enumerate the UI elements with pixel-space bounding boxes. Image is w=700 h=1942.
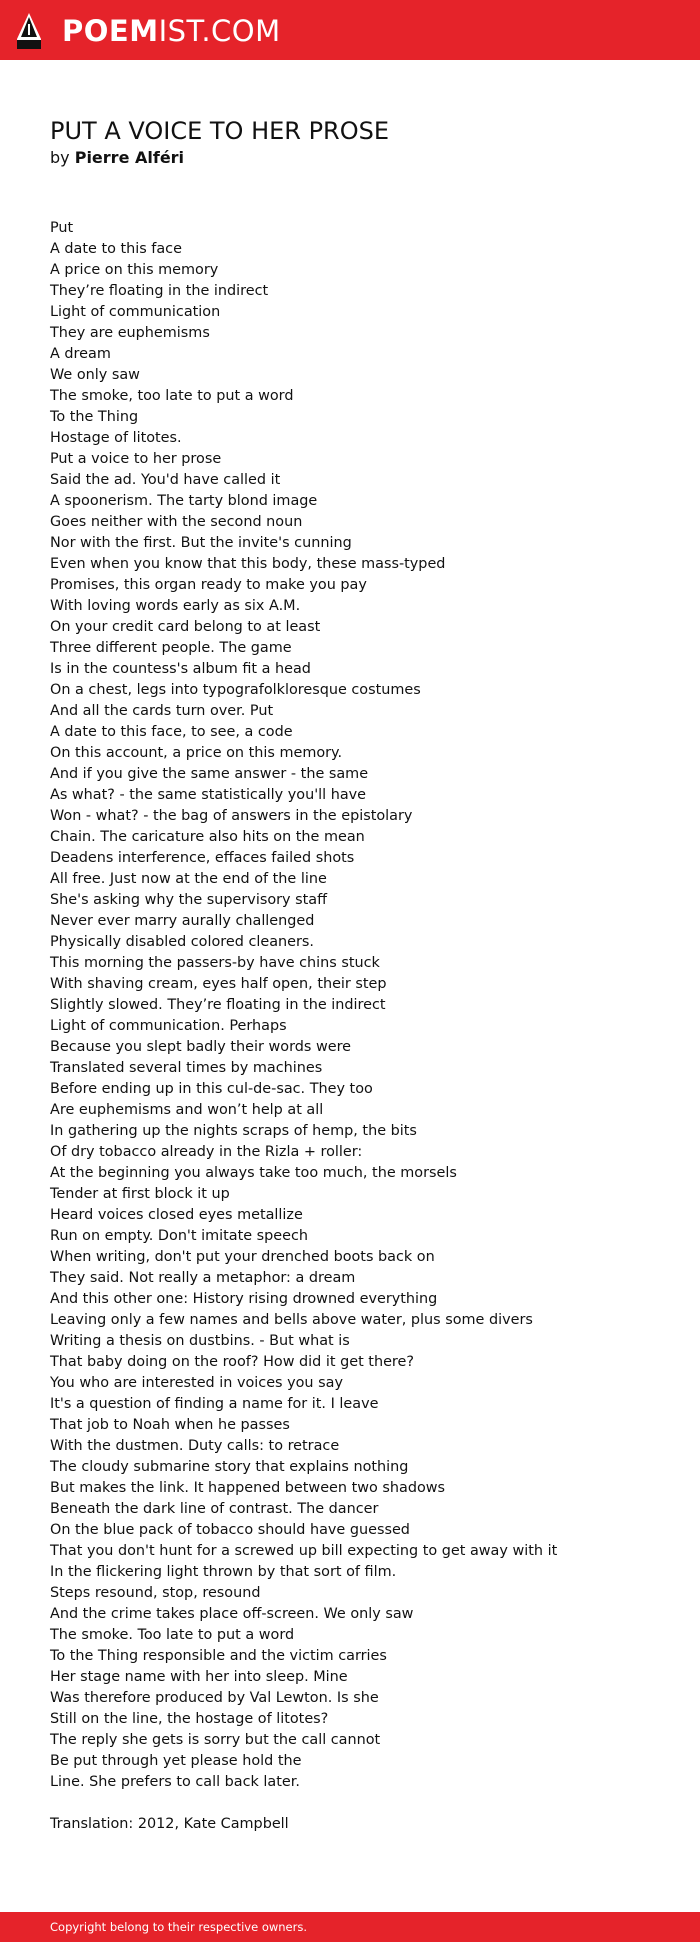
copyright-notice: Copyright belong to their respective owners. bbox=[50, 1920, 308, 1934]
poem-line: Run on empty. Don't imitate speech bbox=[50, 1228, 309, 1244]
poem-line: The cloudy submarine story that explains nothing bbox=[50, 1459, 409, 1475]
poem-line: Slightly slowed. They’re floating in the indirect bbox=[50, 997, 386, 1013]
poem-line: Still on the line, the hostage of litotes? bbox=[50, 1711, 329, 1727]
poem-line: That baby doing on the roof? How did it get there? bbox=[50, 1354, 415, 1370]
poem-line: Promises, this organ ready to make you pay bbox=[50, 577, 367, 593]
poem-line: When writing, don't put your drenched boots back on bbox=[50, 1249, 435, 1265]
poem-byline bbox=[50, 147, 184, 169]
poem-line: With the dustmen. Duty calls: to retrace bbox=[50, 1438, 340, 1454]
poem-line: She's asking why the supervisory staff bbox=[50, 892, 328, 908]
poem-line: Light of communication bbox=[50, 304, 221, 320]
poem-line: A dream bbox=[50, 346, 111, 362]
poem-line: With loving words early as six A.M. bbox=[50, 598, 301, 614]
poem-line: A price on this memory bbox=[50, 262, 219, 278]
site-logo-text bbox=[62, 14, 281, 48]
poem-line: To the Thing responsible and the victim carries bbox=[50, 1648, 387, 1664]
poem-line: Is in the countess's album fit a head bbox=[50, 661, 311, 677]
poem-line: Said the ad. You'd have called it bbox=[50, 472, 281, 488]
poem-line: They’re floating in the indirect bbox=[50, 283, 269, 299]
poem-line: The smoke, too late to put a word bbox=[50, 388, 294, 404]
poem-line: They said. Not really a metaphor: a dream bbox=[50, 1270, 356, 1286]
poem-line: Beneath the dark line of contrast. The dancer bbox=[50, 1501, 379, 1517]
poem-line: Was therefore produced by Val Lewton. Is she bbox=[50, 1690, 379, 1706]
poem-line: Writing a thesis on dustbins. - But what is bbox=[50, 1333, 350, 1349]
poem-line: It's a question of finding a name for it. I leave bbox=[50, 1396, 379, 1412]
site-footer bbox=[0, 1912, 700, 1942]
logo-strong-text: POEM bbox=[62, 14, 159, 48]
poem-line: That you don't hunt for a screwed up bill expecting to get away with it bbox=[50, 1543, 558, 1559]
poem-line: Even when you know that this body, these mass-typed bbox=[50, 556, 446, 572]
poem-line: Be put through yet please hold the bbox=[50, 1753, 302, 1769]
poem-line: Nor with the first. But the invite's cunning bbox=[50, 535, 352, 551]
translation-credit: Translation: 2012, Kate Campbell bbox=[50, 1816, 289, 1832]
poem-line: As what? - the same statistically you'll have bbox=[50, 787, 367, 803]
poem-line: On a chest, legs into typografolkloresque costumes bbox=[50, 682, 421, 698]
byline-prefix: by bbox=[50, 148, 70, 167]
poem-line: Physically disabled colored cleaners. bbox=[50, 934, 314, 950]
poem-line: On the blue pack of tobacco should have guessed bbox=[50, 1522, 410, 1538]
poem-line: Put a voice to her prose bbox=[50, 451, 222, 467]
poem-line: To the Thing bbox=[50, 409, 139, 425]
poem-line: You who are interested in voices you say bbox=[50, 1375, 343, 1391]
poem-line: All free. Just now at the end of the line bbox=[50, 871, 327, 887]
poem-line: The smoke. Too late to put a word bbox=[50, 1627, 295, 1643]
poem-line: We only saw bbox=[50, 367, 140, 383]
poem-body bbox=[50, 218, 670, 1793]
poem-line: This morning the passers-by have chins stuck bbox=[50, 955, 380, 971]
poem-line: Her stage name with her into sleep. Mine bbox=[50, 1669, 348, 1685]
poem-line: That job to Noah when he passes bbox=[50, 1417, 290, 1433]
poem-line: Line. She prefers to call back later. bbox=[50, 1774, 300, 1790]
poem-line: Won - what? - the bag of answers in the epistolary bbox=[50, 808, 413, 824]
pen-nib-icon bbox=[16, 12, 42, 50]
poem-line: A spoonerism. The tarty blond image bbox=[50, 493, 318, 509]
poem-author: Pierre Alféri bbox=[74, 148, 185, 167]
poem-line: Steps resound, stop, resound bbox=[50, 1585, 261, 1601]
poem-line: Never ever marry aurally challenged bbox=[50, 913, 315, 929]
poem-line: Are euphemisms and won’t help at all bbox=[50, 1102, 324, 1118]
poem-line: But makes the link. It happened between two shadows bbox=[50, 1480, 446, 1496]
logo-light-text: IST.COM bbox=[158, 14, 281, 48]
poem-line: Of dry tobacco already in the Rizla + roller: bbox=[50, 1144, 363, 1160]
poem-line: Three different people. The game bbox=[50, 640, 292, 656]
poem-line: Put bbox=[50, 220, 74, 236]
poem-line: Heard voices closed eyes metallize bbox=[50, 1207, 303, 1223]
poem-title: PUT A VOICE TO HER PROSE bbox=[50, 117, 390, 145]
poem-line: Before ending up in this cul-de-sac. They too bbox=[50, 1081, 373, 1097]
poem-line: The reply she gets is sorry but the call cannot bbox=[50, 1732, 381, 1748]
poem-line: A date to this face, to see, a code bbox=[50, 724, 293, 740]
site-logo[interactable] bbox=[16, 12, 281, 50]
poem-line: And all the cards turn over. Put bbox=[50, 703, 274, 719]
poem-line: Light of communication. Perhaps bbox=[50, 1018, 287, 1034]
poem-line: Hostage of litotes. bbox=[50, 430, 182, 446]
poem-line: And if you give the same answer - the same bbox=[50, 766, 369, 782]
poem-line: With shaving cream, eyes half open, their step bbox=[50, 976, 387, 992]
poem-line: And this other one: History rising drowned everything bbox=[50, 1291, 438, 1307]
poem-line: In gathering up the nights scraps of hemp, the bits bbox=[50, 1123, 417, 1139]
poem-line: On this account, a price on this memory. bbox=[50, 745, 343, 761]
poem-line: Chain. The caricature also hits on the mean bbox=[50, 829, 365, 845]
poem-line: A date to this face bbox=[50, 241, 182, 257]
poem-line: On your credit card belong to at least bbox=[50, 619, 321, 635]
poem-line: They are euphemisms bbox=[50, 325, 210, 341]
site-header bbox=[0, 0, 700, 60]
poem-line: Because you slept badly their words were bbox=[50, 1039, 352, 1055]
poem-line: Deadens interference, effaces failed shots bbox=[50, 850, 355, 866]
poem-line: Translated several times by machines bbox=[50, 1060, 323, 1076]
poem-line: Leaving only a few names and bells above water, plus some divers bbox=[50, 1312, 533, 1328]
poem-line: At the beginning you always take too much, the morsels bbox=[50, 1165, 457, 1181]
poem-line: And the crime takes place off-screen. We only saw bbox=[50, 1606, 414, 1622]
poem-line: In the flickering light thrown by that sort of film. bbox=[50, 1564, 397, 1580]
poem-line: Goes neither with the second noun bbox=[50, 514, 303, 530]
poem-line: Tender at first block it up bbox=[50, 1186, 230, 1202]
